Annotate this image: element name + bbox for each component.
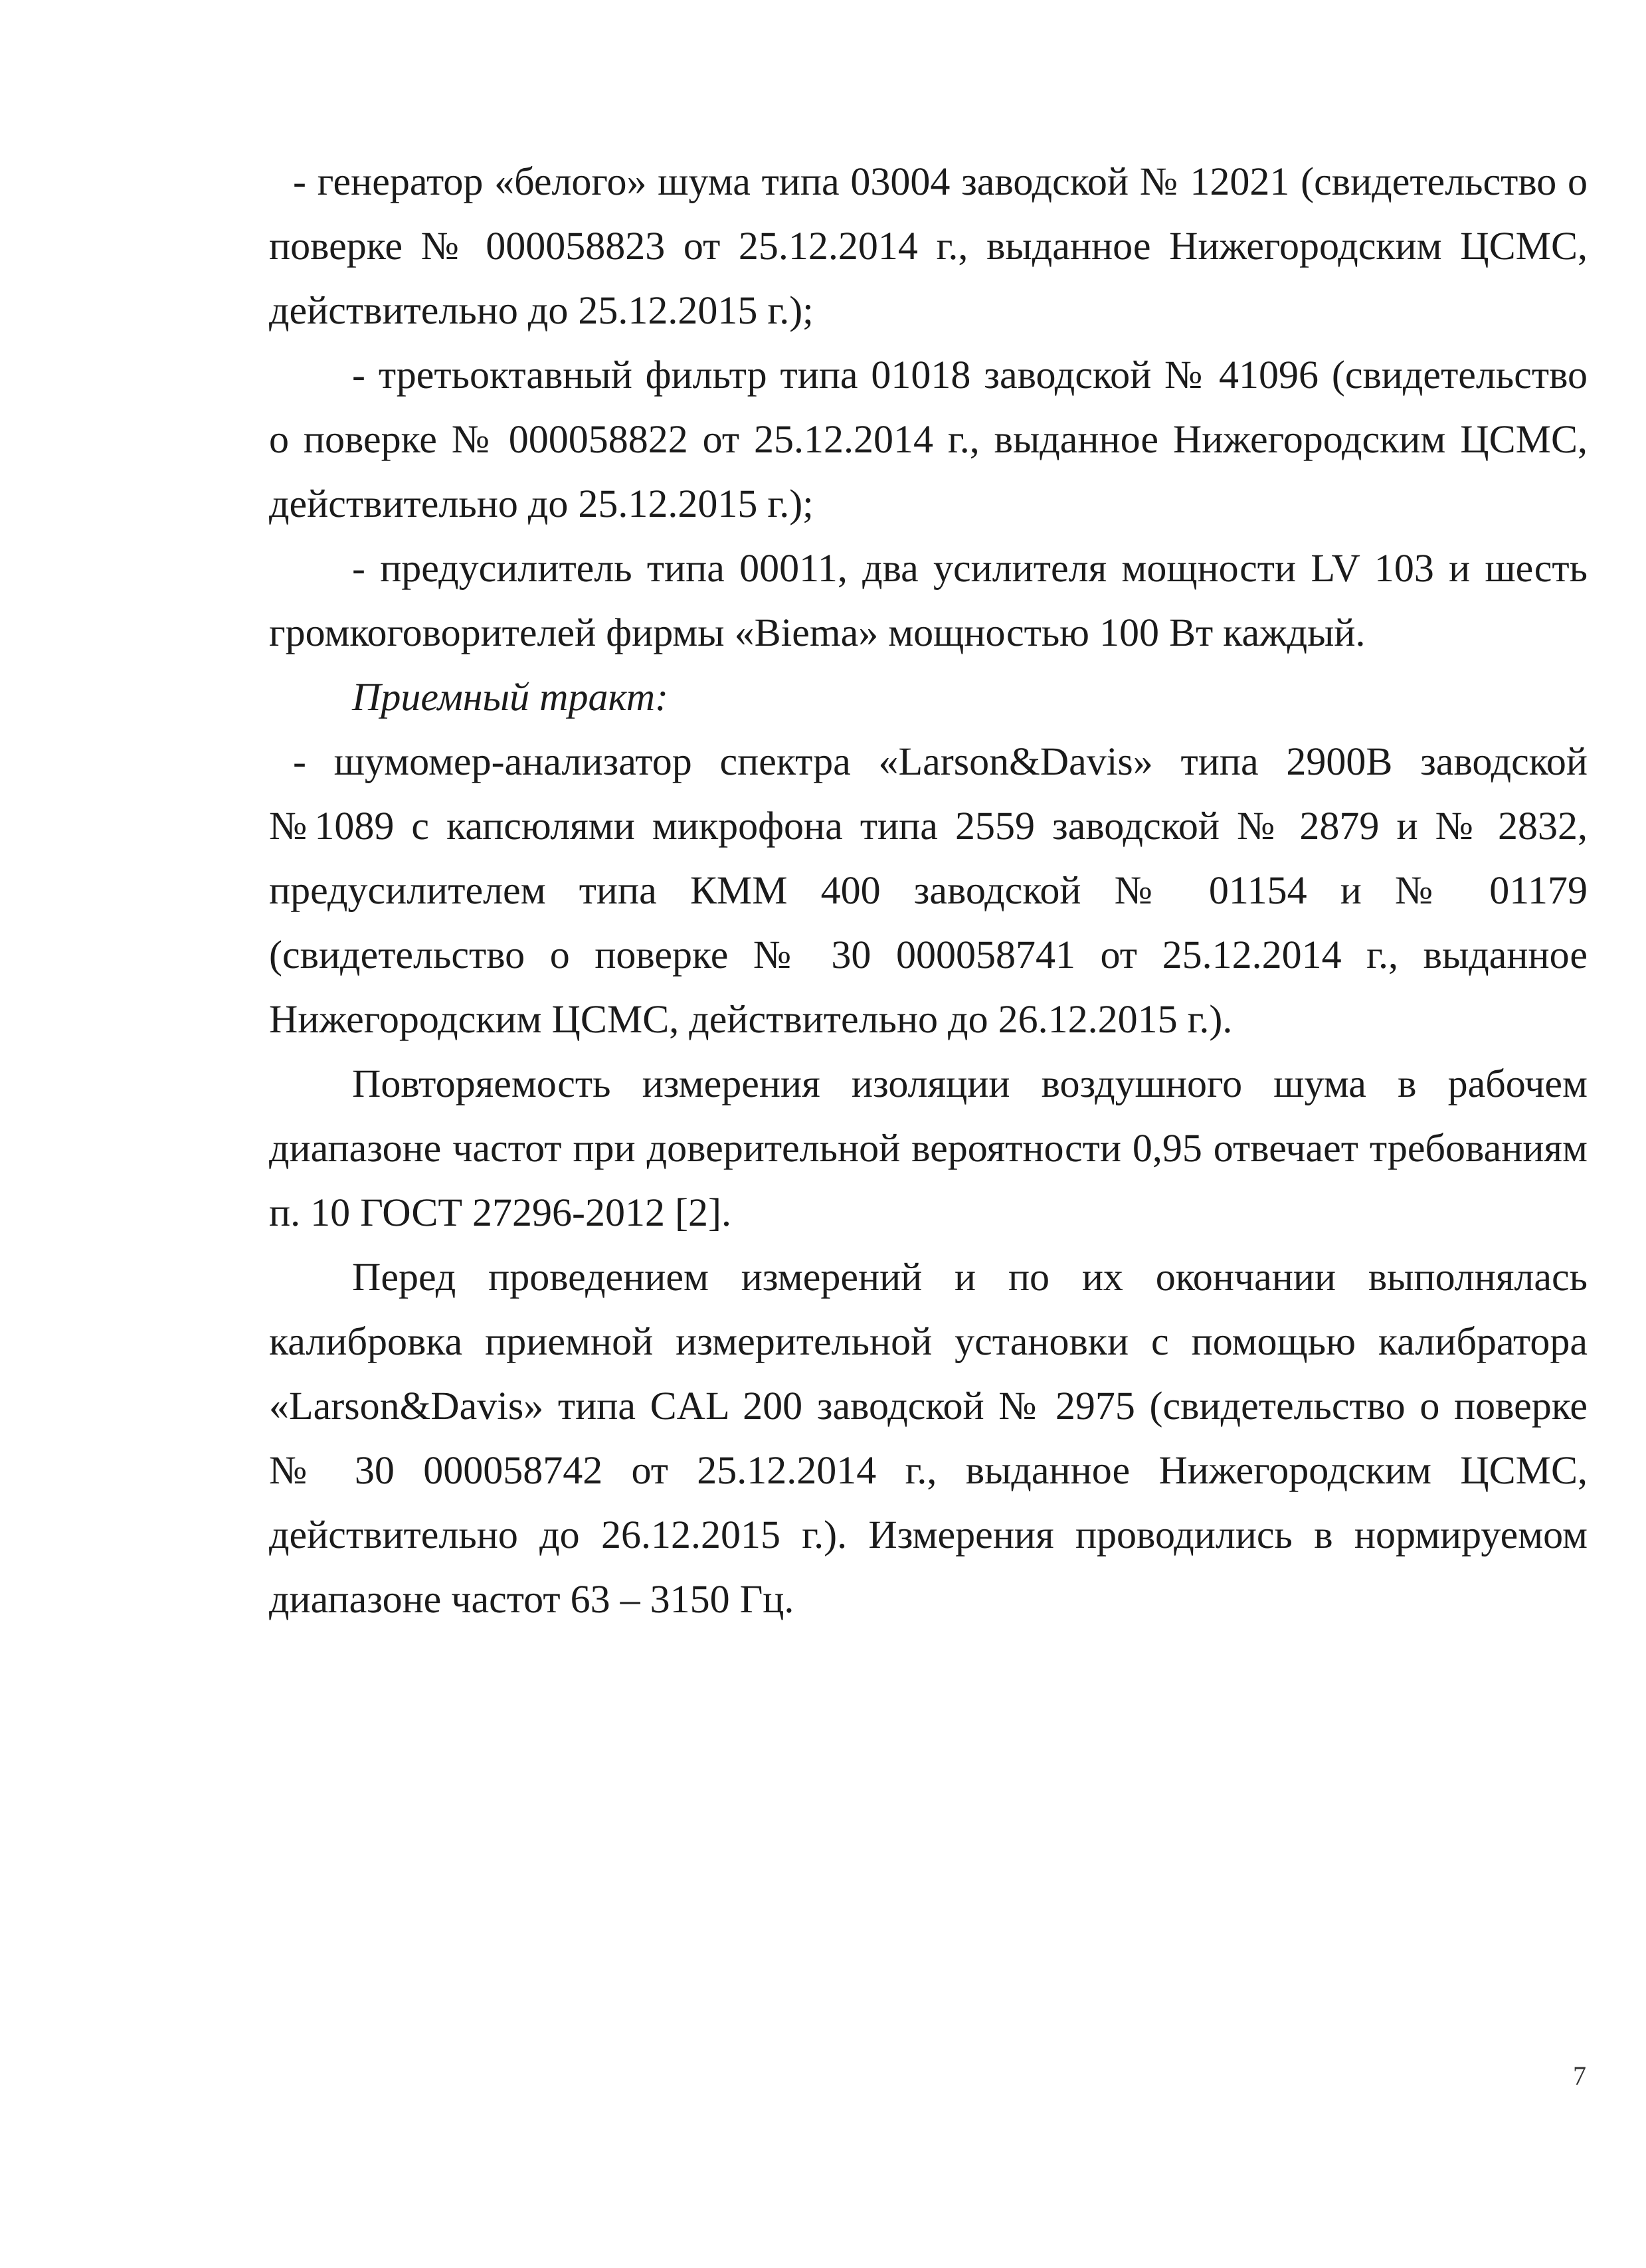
paragraph-calibration: Перед проведением измерений и по их окончании выполнялась калибровка приемной измерительной установки с помощью калибратора «Larson&Davis» типа CAL 200 заводской № 2975 (свидетельство о поверке № 30 000058742 от 25.12.2014 г., выданное Нижегородским ЦСМС, действительно до 26.12.2015 г.). Измерения проводились в нормируемом диапазоне частот 63 – 3150 Гц. — [269, 1255, 1588, 1621]
document-body — [269, 149, 1588, 1632]
paragraph-white-noise-generator: - генератор «белого» шума типа 03004 заводской № 12021 (свидетельство о поверке № 000058823 от 25.12.2014 г., выданное Нижегородским ЦСМС, действительно до 25.12.2015 г.); — [269, 159, 1588, 332]
paragraph-third-octave-filter: - третьоктавный фильтр типа 01018 заводской № 41096 (свидетельство о поверке № 000058822 от 25.12.2014 г., выданное Нижегородским ЦСМС, действительно до 25.12.2015 г.); — [269, 353, 1588, 525]
paragraph-repeatability: Повторяемость измерения изоляции воздушного шума в рабочем диапазоне частот при доверительной вероятности 0,95 отвечает требованиям п. 10 ГОСТ 27296-2012 [2]. — [269, 1062, 1588, 1234]
section-heading-receiving-path: Приемный тракт: — [352, 675, 669, 719]
paragraph-preamplifier-speakers: - предусилитель типа 00011, два усилителя мощности LV 103 и шесть громкоговорителей фирмы «Biema» мощностью 100 Вт каждый. — [269, 546, 1588, 654]
page-number: 7 — [1573, 2061, 1586, 2091]
paragraph-sound-level-meter: - шумомер-анализатор спектра «Larson&Davis» типа 2900B заводской №1089 с капсюлями микрофона типа 2559 заводской № 2879 и № 2832, предусилителем типа КММ 400 заводской № 01154 и № 01179 (свидетельство о поверке № 30 000058741 от 25.12.2014 г., выданное Нижегородским ЦСМС, действительно до 26.12.2015 г.). — [269, 739, 1588, 1041]
